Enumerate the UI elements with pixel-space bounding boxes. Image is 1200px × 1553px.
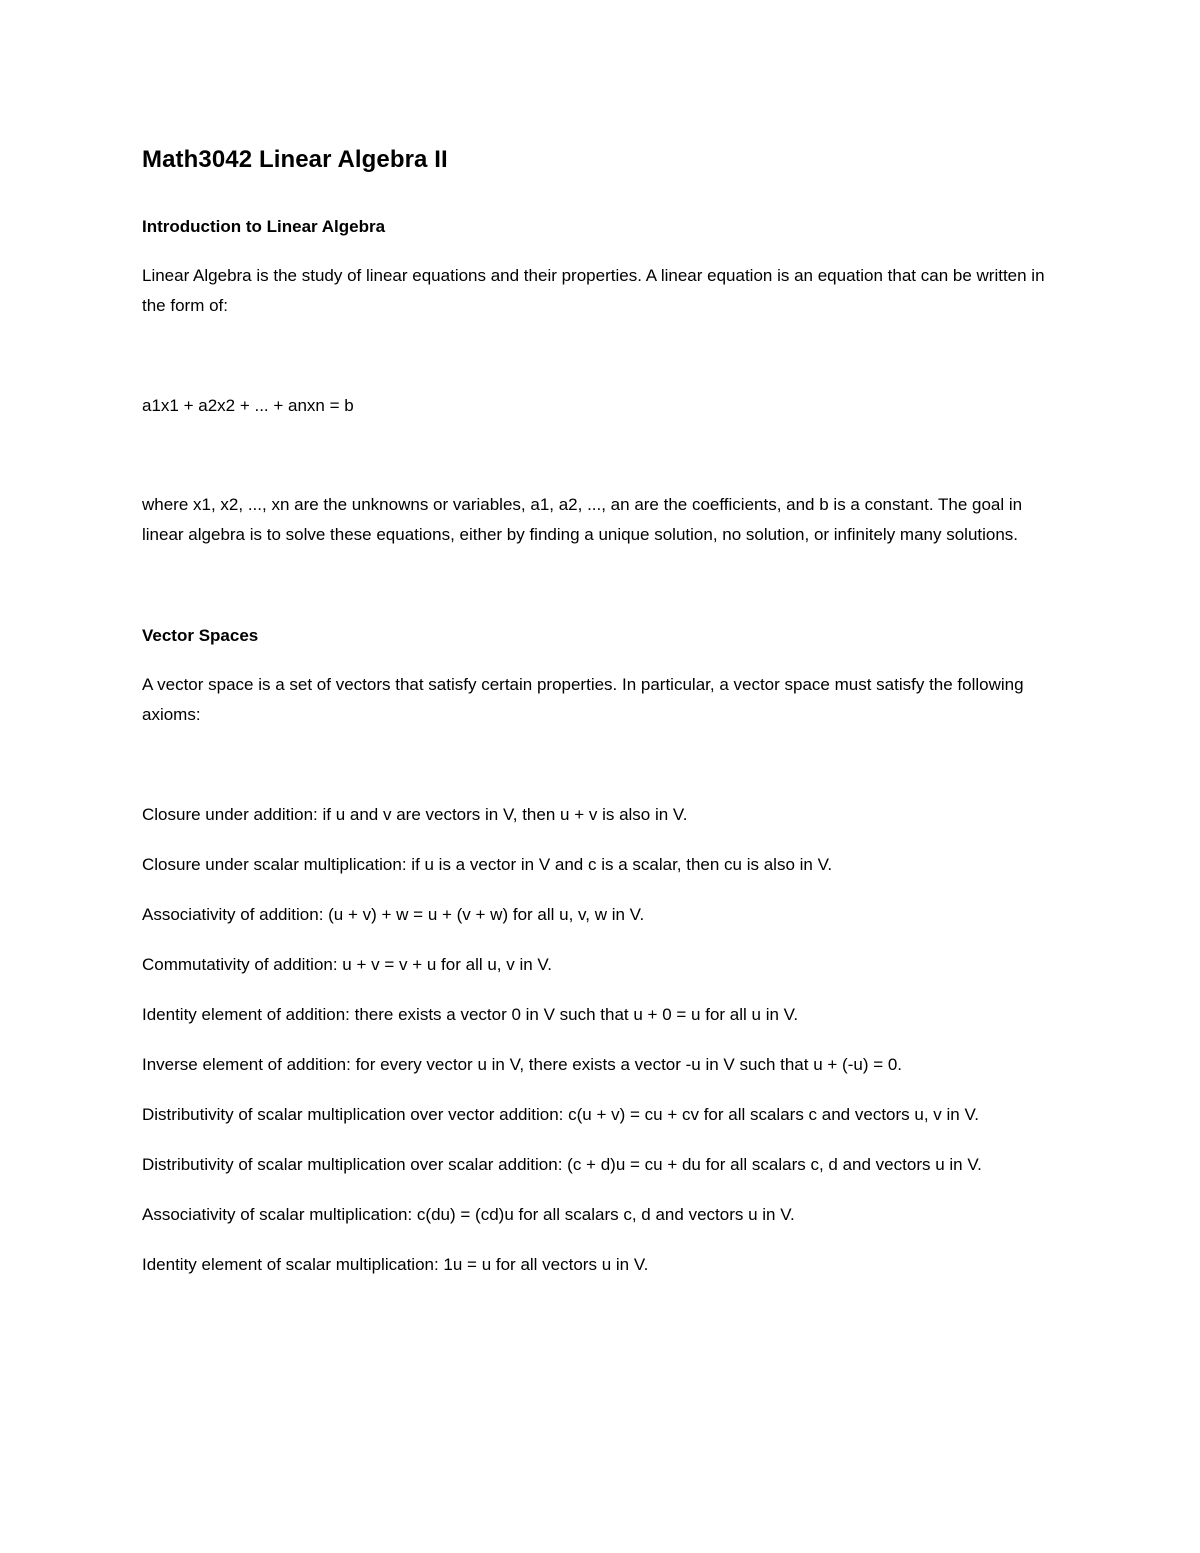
axiom-inverse-addition: Inverse element of addition: for every vector u in V, there exists a vector -u in V such that u + (-u) = 0. [142,1055,903,1074]
axiom-associativity-addition: Associativity of addition: (u + v) + w = u + (v + w) for all u, v, w in V. [142,905,645,924]
vector-space-paragraph: A vector space is a set of vectors that satisfy certain properties. In particular, a vector space must satisfy the following axioms: [142,675,1024,724]
linear-equation: a1x1 + a2x2 + ... + anxn = b [142,396,354,415]
document-title: Math3042 Linear Algebra II [142,146,448,173]
axiom-closure-scalar-multiplication: Closure under scalar multiplication: if u is a vector in V and c is a scalar, then cu is also in V. [142,855,833,874]
explanation-paragraph: where x1, x2, ..., xn are the unknowns or variables, a1, a2, ..., an are the coefficients, and b is a constant. The goal in linear algebra is to solve these equations, either by finding a unique solution, no solution, or infinitely many solutions. [142,495,1023,544]
axiom-associativity-scalar-multiplication: Associativity of scalar multiplication: c(du) = (cd)u for all scalars c, d and vectors u in V. [142,1205,795,1224]
axiom-identity-scalar-multiplication: Identity element of scalar multiplication: 1u = u for all vectors u in V. [142,1255,649,1274]
axiom-commutativity-addition: Commutativity of addition: u + v = v + u for all u, v in V. [142,955,552,974]
section-heading-introduction: Introduction to Linear Algebra [142,217,386,236]
intro-paragraph: Linear Algebra is the study of linear equations and their properties. A linear equation is an equation that can be written in the form of: [142,266,1045,315]
axiom-distributivity-vector-addition: Distributivity of scalar multiplication over vector addition: c(u + v) = cu + cv for all scalars c and vectors u, v in V. [142,1105,979,1124]
axiom-closure-addition: Closure under addition: if u and v are vectors in V, then u + v is also in V. [142,805,688,824]
axiom-identity-addition: Identity element of addition: there exists a vector 0 in V such that u + 0 = u for all u in V. [142,1005,799,1024]
section-heading-vector-spaces: Vector Spaces [142,626,259,645]
document-content [142,144,1058,1280]
axiom-distributivity-scalar-addition: Distributivity of scalar multiplication over scalar addition: (c + d)u = cu + du for all scalars c, d and vectors u in V. [142,1155,982,1174]
